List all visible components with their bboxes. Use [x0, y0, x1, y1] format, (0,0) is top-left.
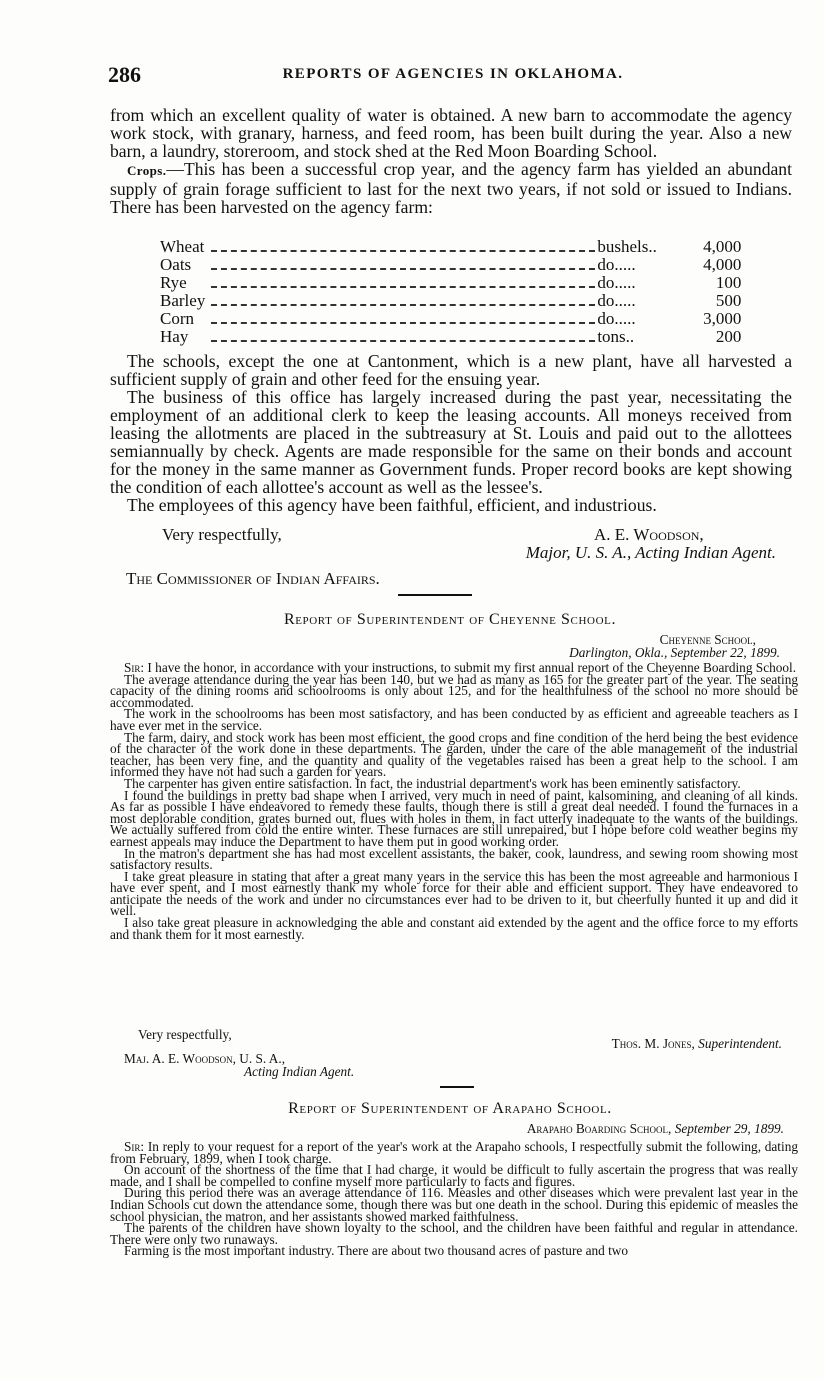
table-row — [160, 328, 741, 346]
table-row — [160, 292, 741, 310]
table-row — [160, 310, 741, 328]
running-title: REPORTS OF AGENCIES IN OKLAHOMA. — [282, 66, 624, 82]
salutation: Sir: — [124, 660, 145, 675]
arapaho-paragraph: During this period there was an average attendance of 116. Measles and other diseases which were prevalent last year in the Indian Schools cut down the attendance some, though there was but one death in the school. During this epidemic of measles the school physician, the matron, and her assistants showed marked faithfulness. — [110, 1185, 798, 1224]
arapaho-dateline — [340, 1122, 784, 1136]
table-row — [160, 274, 741, 292]
cheyenne-paragraph: I found the buildings in pretty bad shape when I arrived, very much in need of paint, kalsomining, and cleaning of all kinds. As far as possible I have endeavored to remedy these faults, though there is still a great deal needed. I found the furnaces in a most deplorable condition, grates burned out, flues with holes in them, in fact utterly inadequate to the wants of the buildings. We actually suffered from cold the entire winter. These furnaces are still unrepaired, but I hope before cold weather begins my earnest appeals may induce the Department to have them put in good working order. — [110, 787, 798, 849]
cheyenne-paragraph: I take great pleasure in stating that after a great many years in the service this has been the most agreeable and harmonious I have ever spent, and I most earnestly thank my whole force for their able and efficient support. They have endeavored to anticipate the needs of the work and under no circumstances ever had to be driven to it, but cheerfully hunted it up and did it well. — [110, 868, 798, 919]
cheyenne-addressee-title: Acting Indian Agent. — [244, 1064, 355, 1079]
employees-paragraph: The employees of this agency have been faithful, efficient, and industrious. — [127, 495, 657, 515]
arapaho-paragraph: On account of the shortness of the time that I had charge, it would be difficult to fully ascertain the progress that was really made, and I shall be compelled to confine myself more particularly to facts and figures. — [110, 1162, 798, 1189]
crop-quantity: 4,000 — [703, 255, 742, 274]
agent-signature-block — [110, 526, 780, 588]
cheyenne-paragraph: The average attendance during the year has been 140, but we had as many as 165 for the greater part of the year. The seating capacity of the dining rooms and schoolrooms is only about 125, and for the healthfulness of the school no more should be accommodated. — [110, 671, 798, 710]
section-divider — [398, 594, 472, 596]
arapaho-report-title: Report of Superintendent of Arapaho School. — [288, 1100, 612, 1117]
cheyenne-report-body — [110, 662, 798, 940]
table-row — [160, 238, 741, 256]
table-row — [160, 256, 741, 274]
cheyenne-paragraph: I also take great pleasure in acknowledging the able and constant aid extended by the agent and the office force to my efforts and thank them for it most earnestly. — [110, 915, 798, 942]
schools-paragraph: The schools, except the one at Cantonment, which is a new plant, have all harvested a sufficient supply of grain and other feed for the ensuing year. — [110, 351, 792, 389]
cheyenne-paragraph: The farm, dairy, and stock work has been most efficient, the good crops and fine condition of the herd being the best evidence of the character of the work done in these departments. The garden, under the care of the able management of the industrial teacher, has been very fine, and the quantity and quality of the vegetables raised has been a great help to the school. I am informed they have not had such a garden for years. — [110, 729, 798, 780]
addressee: The Commissioner of Indian Affairs. — [126, 569, 380, 588]
signer-name: Thos. M. Jones, — [611, 1036, 695, 1051]
crop-quantity: 4,000 — [703, 237, 742, 256]
signer-title: Major, U. S. A., Acting Indian Agent. — [525, 543, 776, 562]
intro-paragraph: from which an excellent quality of water is obtained. A new barn to accommodate the agency work stock, with granary, harness, and feed room, has been built during the year. Also a new barn, a laundry, storeroom, and stock shed at the Red Moon Boarding School. — [110, 105, 792, 161]
arapaho-place: Arapaho Boarding School, — [526, 1121, 672, 1136]
cheyenne-paragraph: The work in the schoolrooms has been most satisfactory, and has been conducted by as efficient and agreeable teachers as I have ever met in the service. — [110, 706, 798, 733]
crop-name: Corn — [160, 309, 194, 328]
crop-unit: do..... — [597, 291, 636, 310]
crop-unit: do..... — [597, 273, 636, 292]
crop-quantity: 200 — [715, 327, 742, 346]
crop-unit: do..... — [597, 309, 636, 328]
crop-name: Hay — [160, 327, 189, 346]
crop-name: Wheat — [160, 237, 205, 256]
signer-name: A. E. Woodson, — [594, 525, 704, 544]
crop-name: Barley — [160, 291, 206, 310]
crops-text: —This has been a successful crop year, and the agency farm has yielded an abundant supply of grain forage sufficient to last for the next two years, if not sold or issued to Indians. There has been harvested on the agency farm: — [110, 159, 792, 217]
intro-text — [110, 106, 792, 216]
cheyenne-report-title: Report of Superintendent of Cheyenne School. — [283, 611, 617, 628]
cheyenne-paragraph: In the matron's department she has had most excellent assistants, the baker, cook, laundress, and sewing room showing most satisfactory results. — [110, 845, 798, 873]
cheyenne-paragraph: The carpenter has given entire satisfaction. In fact, the industrial department's work has been eminently satisfactory. — [124, 775, 741, 791]
crop-quantity: 3,000 — [703, 309, 742, 328]
salutation: Sir: — [124, 1139, 145, 1154]
arapaho-date: September 29, 1899. — [674, 1121, 784, 1136]
arapaho-paragraph: Farming is the most important industry. There are about two thousand acres of pasture and two — [124, 1243, 629, 1259]
after-crops-text — [110, 352, 792, 514]
closing: Very respectfully, — [162, 525, 282, 544]
arapaho-paragraph — [110, 1141, 798, 1164]
page-header — [108, 62, 798, 88]
paragraph-text: In reply to your request for a report of the year's work at the Arapaho schools, I respectfully submit the following, dating from February, 1899, when I took charge. — [110, 1139, 798, 1166]
page-number: 286 — [108, 62, 141, 87]
crop-name: Oats — [160, 255, 192, 274]
crop-quantity: 500 — [715, 291, 742, 310]
cheyenne-place: Cheyenne School, — [659, 632, 756, 647]
cheyenne-signer — [440, 1037, 782, 1051]
paragraph-text: I have the honor, in accordance with your instructions, to submit my first annual report of the Cheyenne Boarding School. — [147, 660, 797, 675]
crop-name: Rye — [160, 273, 187, 292]
arapaho-report-body — [110, 1141, 798, 1257]
business-paragraph: The business of this office has largely increased during the past year, necessitating the employment of an additional clerk to keep the leasing accounts. All moneys received from leasing the allotments are placed in the subtreasury at St. Louis and paid out to the allottees semiannually by check. Agents are made responsible for the same on their bonds and account for the money in the same manner as Government funds. Proper record books are kept showing the condition of each allottee's account as well as the lessee's. — [110, 387, 792, 497]
cheyenne-addressee: Maj. A. E. Woodson, U. S. A., — [124, 1051, 286, 1066]
crops-label: Crops. — [127, 163, 167, 178]
crop-unit: bushels.. — [597, 237, 657, 256]
signer-title: Superintendent. — [698, 1036, 782, 1051]
crops-table — [160, 238, 741, 346]
cheyenne-dateline: Darlington, Okla., September 22, 1899. — [569, 645, 780, 660]
crop-unit: do..... — [597, 255, 636, 274]
section-divider — [440, 1086, 474, 1088]
cheyenne-closing: Very respectfully, — [138, 1027, 232, 1042]
crops-paragraph — [110, 160, 792, 216]
crop-quantity: 100 — [715, 273, 742, 292]
arapaho-paragraph: The parents of the children have shown loyalty to the school, and the children have been faithful and regular in attendance. There were only two runaways. — [110, 1220, 798, 1247]
crop-unit: tons.. — [597, 327, 635, 346]
